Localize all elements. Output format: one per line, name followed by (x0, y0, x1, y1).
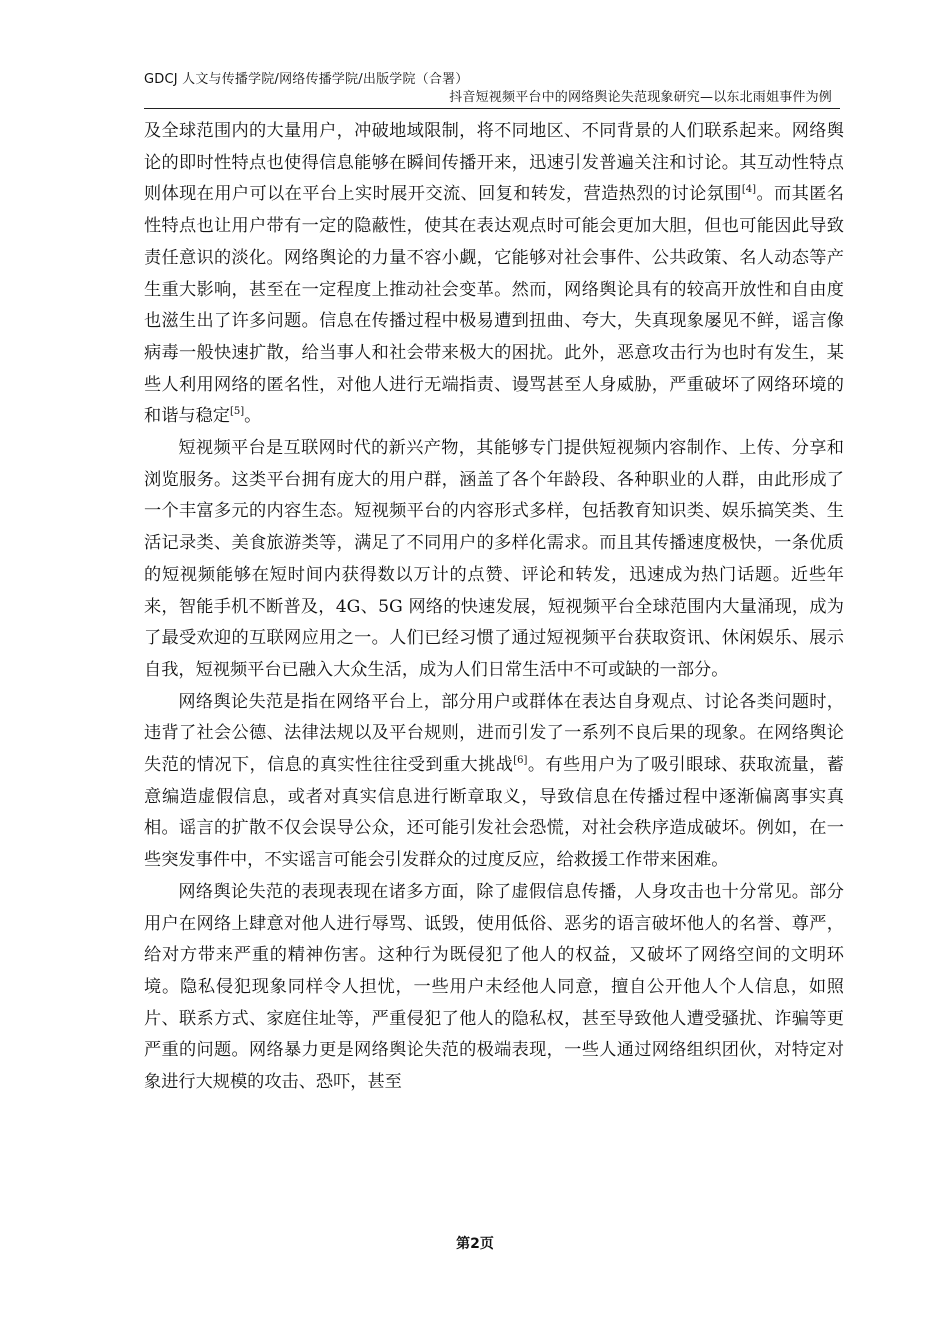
header-divider (144, 108, 840, 109)
citation: [4] (741, 184, 757, 196)
paragraph-text: 网络舆论失范是指在网络平台上，部分用户或群体在表达自身观点、讨论各类问题时，违背了社会公德、法律法规以及平台规则，进而引发了一系列不良后果的现象。在网络舆论失范的情况下，信息的真实性往往受到重大挑战 (144, 691, 844, 776)
paragraph-text: 。 (244, 406, 262, 427)
paragraph-4 (144, 877, 844, 1099)
body-text (144, 116, 844, 1099)
citation: [6] (513, 755, 528, 767)
header-institution: GDCJ 人文与传播学院/网络传播学院/出版学院（合署） (144, 72, 469, 87)
paragraph-text: 及全球范围内的大量用户，冲破地域限制，将不同地区、不同背景的人们联系起来。网络舆论的即时性特点也使得信息能够在瞬间传播开来，迅速引发普遍关注和讨论。其互动性特点则体现在用户可以在平台上实时展开交流、回复和转发，营造热烈的讨论氛围 (144, 121, 844, 205)
paragraph-text: 。而其匿名性特点也让用户带有一定的隐蔽性，使其在表达观点时可能会更加大胆，但也可能因此导致责任意识的淡化。网络舆论的力量不容小觑，它能够对社会事件、公共政策、名人动态等产生重大影响，甚至在一定程度上推动社会变革。然而，网络舆论具有的较高开放性和自由度也滋生出了许多问题。信息在传播过程中极易遭到扭曲、夸大，失真现象屡见不鲜，谣言像病毒一般快速扩散，给当事人和社会带来极大的困扰。此外，恶意攻击行为也时有发生，某些人利用网络的匿名性，对他人进行无端指责、谩骂甚至人身威胁，严重破坏了网络环境的和谐与稳定 (144, 184, 844, 427)
header-thesis-title: 抖音短视频平台中的网络舆论失范现象研究—以东北雨姐事件为例 (449, 90, 832, 105)
paragraph-3 (144, 687, 844, 877)
paragraph-text: 。有些用户为了吸引眼球、获取流量，蓄意编造虚假信息，或者对真实信息进行断章取义，导致信息在传播过程中逐渐偏离事实真相。谣言的扩散不仅会误导公众，还可能引发社会恐慌，对社会秩序造成破坏。例如，在一些突发事件中，不实谣言可能会引发群众的过度反应，给救援工作带来困难。 (144, 755, 844, 871)
paragraph-2 (144, 433, 844, 687)
paragraph-1 (144, 116, 844, 433)
page-number: 第2页 (456, 1236, 494, 1252)
paragraph-text: 短视频平台是互联网时代的新兴产物，其能够专门提供短视频内容制作、上传、分享和浏览服务。这类平台拥有庞大的用户群，涵盖了各个年龄段、各种职业的人群，由此形成了一个丰富多元的内容生态。短视频平台的内容形式多样，包括教育知识类、娱乐搞笑类、生活记录类、美食旅游类等，满足了不同用户的多样化需求。而且其传播速度极快，一条优质的短视频能够在短时间内获得数以万计的点赞、评论和转发，迅速成为热门话题。近些年来，智能手机不断普及，4G、5G 网络的快速发展，短视频平台全球范围内大量涌现，成为了最受欢迎的互联网应用之一。人们已经习惯了通过短视频平台获取资讯、休闲娱乐、展示自我，短视频平台已融入大众生活，成为人们日常生活中不可或缺的一部分。 (144, 438, 844, 680)
paragraph-text: 网络舆论失范的表现表现在诸多方面，除了虚假信息传播，人身攻击也十分常见。部分用户在网络上肆意对他人进行辱骂、诋毁，使用低俗、恶劣的语言破坏他人的名誉、尊严，给对方带来严重的精神伤害。这种行为既侵犯了他人的权益，又破坏了网络空间的文明环境。隐私侵犯现象同样令人担忧，一些用户未经他人同意，擅自公开他人个人信息，如照片、联系方式、家庭住址等，严重侵犯了他人的隐私权，甚至导致他人遭受骚扰、诈骗等更严重的问题。网络暴力更是网络舆论失范的极端表现，一些人通过网络组织团伙，对特定对象进行大规模的攻击、恐吓，甚至 (144, 881, 844, 1093)
citation: [5] (229, 406, 245, 418)
